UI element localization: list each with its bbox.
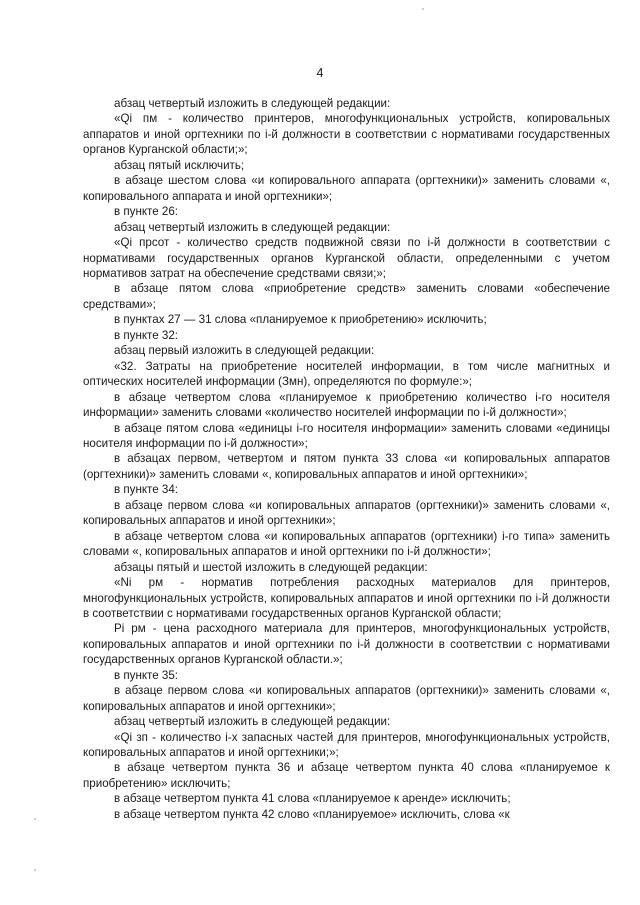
paragraph: в абзаце четвертом пункта 36 и абзаце четвертом пункта 40 слова «планируемое к приобретению» исключить; [83,761,610,790]
paragraph: в абзаце четвертом слова «планируемое к приобретению количество i-го носителя информации» заменить словами «количество носителей информации по i-й должности»; [83,390,610,420]
scan-speck [34,869,36,871]
paragraph: Pi рм - цена расходного материала для принтеров, многофункциональных устройств, копировальных аппаратов и иной оргтехники по i-й должности в соответствии с нормативами государственных органов Курганской области.»; [83,622,610,667]
paragraph: в пунктах 27 — 31 слова «планируемое к приобретению» исключить; [114,313,487,327]
paragraph: в абзаце четвертом слова «и копировальных аппаратов (оргтехники) i-го типа» заменить словами «, копировальных аппаратов и иной оргтехники по i-й должности»; [83,529,610,559]
paragraph: абзацы пятый и шестой изложить в следующей редакции: [114,560,428,574]
paragraph: в абзацах первом, четвертом и пятом пункта 33 слова «и копировальных аппаратов (оргтехники)» заменить словами «, копировальных аппаратов и иной оргтехники»; [83,452,610,481]
paragraph: «Qi зп - количество i-х запасных частей для принтеров, многофункциональных устройств, копировальных аппаратов и иной оргтехники;»; [83,730,610,760]
paragraph: абзац четвертый изложить в следующей редакции: [114,97,391,110]
paragraph: в пункте 35: [114,668,179,682]
paragraph: «Ni рм - норматив потребления расходных материалов для принтеров, многофункциональных устройств, копировальных аппаратов и иной оргтехники по i-й должности в соответствии с нормативами государственных органов Курганской области; [83,576,610,620]
document-body [83,96,610,822]
paragraph: в пункте 32: [114,328,179,342]
paragraph: «32. Затраты на приобретение носителей информации, в том числе магнитных и оптических носителей информации (Змн), определяются по формуле:»; [83,359,610,389]
scan-speck [34,818,36,820]
scan-speck [422,8,424,10]
page-number: 4 [316,66,324,80]
paragraph: в абзаце первом слова «и копировальных аппаратов (оргтехники)» заменить словами «, копировальных аппаратов и иной оргтехники»; [83,498,610,528]
paragraph: абзац четвертый изложить в следующей редакции: [114,220,391,234]
paragraph: абзац пятый исключить; [114,158,245,172]
paragraph: в абзаце пятом слова «приобретение средств» заменить словами «обеспечение средствами»; [83,282,610,311]
paragraph: в пункте 26: [114,205,179,219]
paragraph: «Qi прсот - количество средств подвижной связи по i-й должности в соответствии с нормативами государственных органов Курганской области, определенными с учетом нормативов затрат на обеспечение средствами связи;»; [83,236,610,280]
paragraph: в абзаце шестом слова «и копировального аппарата (оргтехники)» заменить словами «, копировального аппарата и иной оргтехники»; [83,174,610,203]
paragraph: абзац четвертый изложить в следующей редакции: [114,715,391,729]
paragraph: в абзаце первом слова «и копировальных аппаратов (оргтехники)» заменить словами «, копировальных аппаратов и иной оргтехники»; [83,684,610,713]
paragraph: в абзаце четвертом пункта 41 слова «планируемое к аренде» исключить; [114,792,511,806]
paragraph: «Qi пм - количество принтеров, многофункциональных устройств, копировальных аппаратов и иной оргтехники по i-й должности в соответствии с нормативами государственных органов Курганской области;»; [83,112,610,157]
paragraph: в абзаце четвертом пункта 42 слово «планируемое» исключить, слова «к [114,807,510,821]
paragraph: в абзаце пятом слова «единицы i-го носителя информации» заменить словами «единицы носителя информации по i-й должности»; [83,421,610,450]
paragraph: в пункте 34: [114,483,179,497]
paragraph: абзац первый изложить в следующей редакции: [114,344,375,358]
